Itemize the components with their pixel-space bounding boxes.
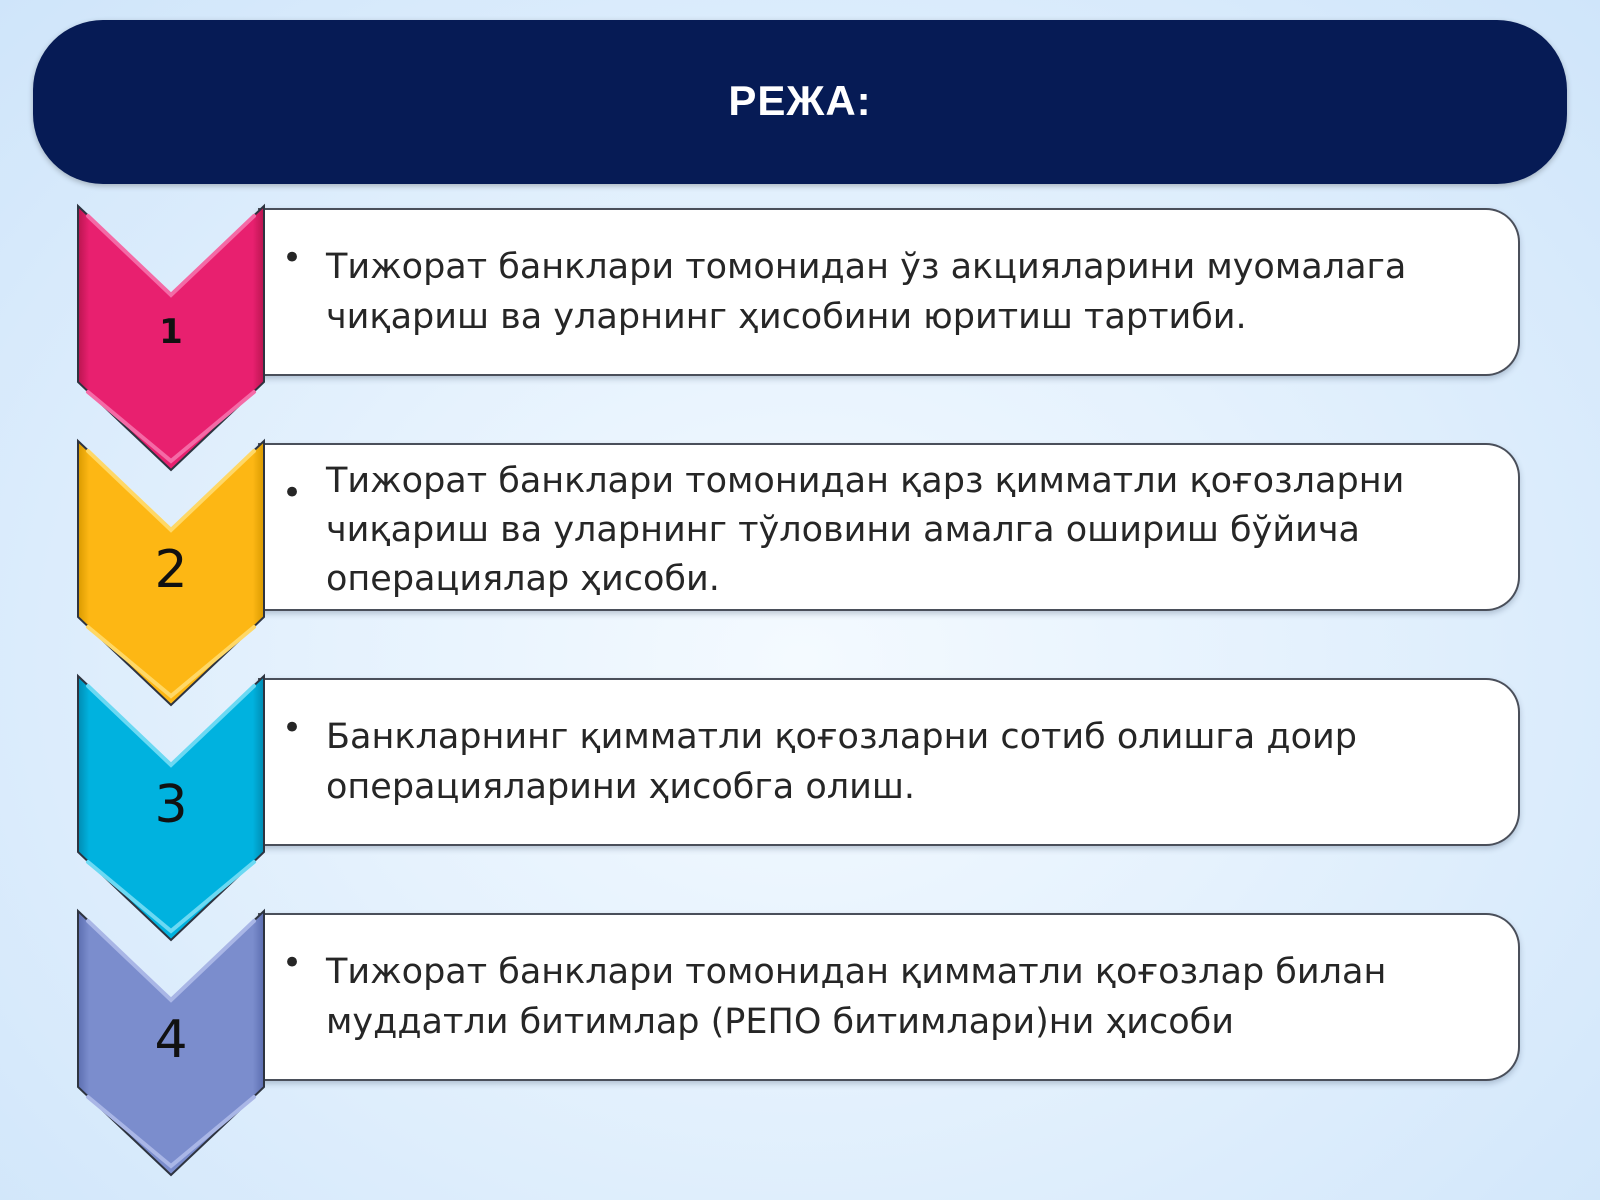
bullet-icon: • bbox=[282, 238, 303, 278]
step-2-text: Тижорат банклари томонидан қарз қимматли қоғозларни чиқариш ва уларнинг тўловини амалга ошириш бўйича операциялар ҳисоби. bbox=[326, 461, 1405, 599]
step-4-box bbox=[258, 913, 1520, 1081]
step-1-text: Тижорат банклари томонидан ўз акцияларини муомалага чиқариш ва уларнинг ҳисобини юритиш тартиби. bbox=[326, 247, 1407, 337]
step-3-box bbox=[258, 678, 1520, 846]
bullet-icon: • bbox=[282, 708, 303, 748]
step-2-box bbox=[258, 443, 1520, 611]
step-1-number: 1 bbox=[159, 312, 183, 352]
step-4-text: Тижорат банклари томонидан қимматли қоғозлар билан муддатли битимлар (РЕПО битимлари)ни ҳисоби bbox=[326, 952, 1387, 1042]
step-2-number: 2 bbox=[154, 540, 188, 600]
header-banner bbox=[33, 20, 1567, 184]
step-1-box bbox=[258, 208, 1520, 376]
bullet-icon: • bbox=[282, 473, 303, 513]
step-3-text: Банкларнинг қимматли қоғозларни сотиб олишга доир операцияларини ҳисобга олиш. bbox=[326, 717, 1357, 807]
step-3-number: 3 bbox=[154, 775, 188, 835]
page-title: РЕЖА: bbox=[728, 77, 872, 124]
step-4-number: 4 bbox=[154, 1010, 188, 1070]
bullet-icon: • bbox=[282, 943, 303, 983]
